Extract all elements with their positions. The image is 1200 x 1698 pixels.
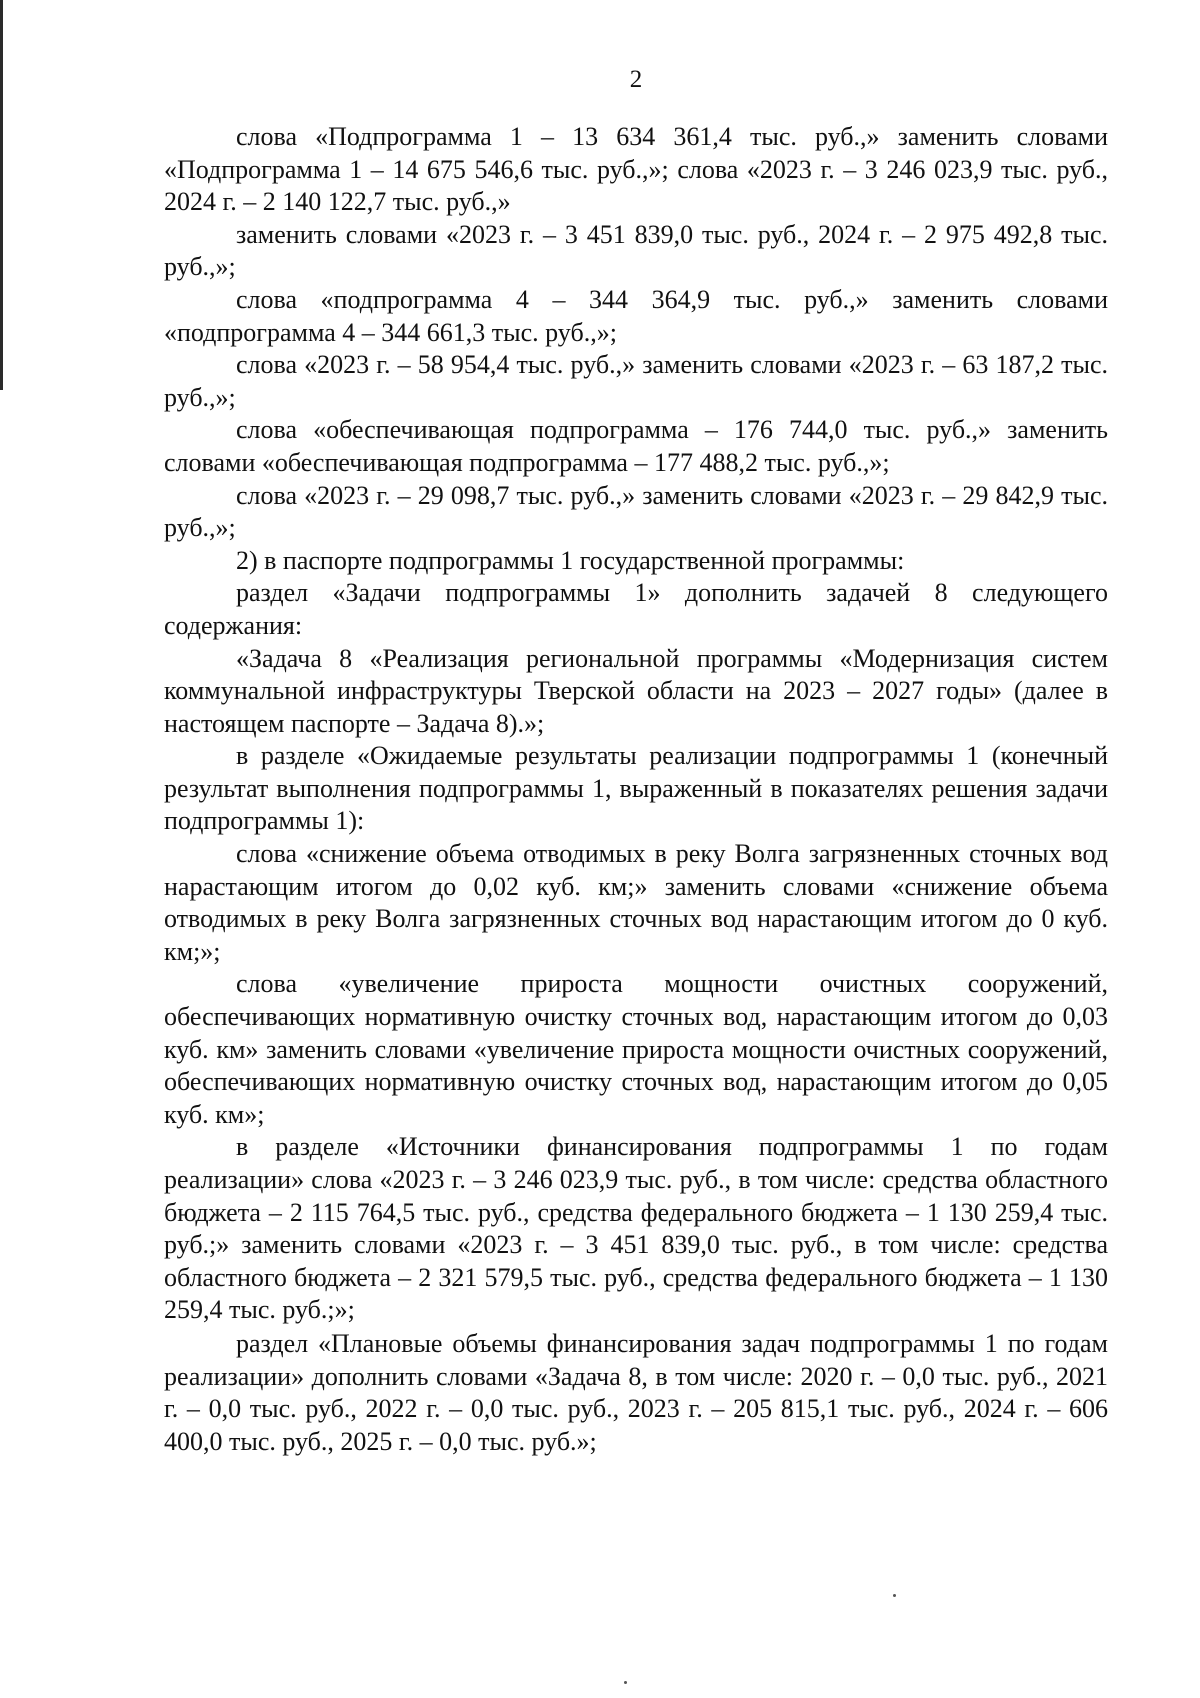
- scan-speck: [893, 1594, 896, 1597]
- paragraph-13: в разделе «Источники финансирования подпрограммы 1 по годам реализации» слова «2023 г. – 3 246 023,9 тыс. руб., в том числе: средства областного бюджета – 2 115 764,5 тыс. руб., средства федерального бюджета – 1 130 259,4 тыс. руб.;» заменить словами «2023 г. – 3 451 839,0 тыс. руб., в том числе: средства областного бюджета – 2 321 579,5 тыс. руб., средства федерального бюджета – 1 130 259,4 тыс. руб.;»;: [164, 1132, 1108, 1325]
- paragraph-5: слова «обеспечивающая подпрограмма – 176 744,0 тыс. руб.,» заменить словами «обеспечивающая подпрограмма – 177 488,2 тыс. руб.,»;: [164, 415, 1108, 477]
- page-number: 2: [629, 66, 643, 93]
- paragraph-8: раздел «Задачи подпрограммы 1» дополнить задачей 8 следующего содержания:: [164, 578, 1108, 640]
- paragraph-3: слова «подпрограмма 4 – 344 364,9 тыс. руб.,» заменить словами «подпрограмма 4 – 344 661,3 тыс. руб.,»;: [164, 284, 1108, 347]
- document-body: [164, 121, 1108, 1458]
- paragraph-11: слова «снижение объема отводимых в реку Волга загрязненных сточных вод нарастающим итогом до 0,02 куб. км;» заменить словами «снижение объема отводимых в реку Волга загрязненных сточных вод нарастающим итогом до 0 куб. км;»;: [164, 839, 1108, 966]
- paragraph-6: слова «2023 г. – 29 098,7 тыс. руб.,» заменить словами «2023 г. – 29 842,9 тыс. руб.,»;: [164, 480, 1108, 543]
- scan-speck: [624, 1681, 627, 1684]
- paragraph-2: заменить словами «2023 г. – 3 451 839,0 тыс. руб., 2024 г. – 2 975 492,8 тыс. руб.,»;: [164, 219, 1108, 282]
- paragraph-12: слова «увеличение прироста мощности очистных сооружений, обеспечивающих нормативную очистку сточных вод, нарастающим итогом до 0,03 куб. км» заменить словами «увеличение прироста мощности очистных сооружений, обеспечивающих нормативную очистку сточных вод, нарастающим итогом до 0,05 куб. км»;: [164, 969, 1108, 1129]
- paragraph-9: «Задача 8 «Реализация региональной программы «Модернизация систем коммунальной инфраструктуры Тверской области на 2023 – 2027 годы» (далее в настоящем паспорте – Задача 8).»;: [164, 643, 1108, 738]
- paragraph-4: слова «2023 г. – 58 954,4 тыс. руб.,» заменить словами «2023 г. – 63 187,2 тыс. руб.,»;: [164, 350, 1108, 412]
- scan-edge-mark: [0, 0, 3, 390]
- paragraph-10: в разделе «Ожидаемые результаты реализации подпрограммы 1 (конечный результат выполнения подпрограммы 1, выраженный в показателях решения задачи подпрограммы 1):: [164, 741, 1108, 836]
- paragraph-1: слова «Подпрограмма 1 – 13 634 361,4 тыс. руб.,» заменить словами «Подпрограмма 1 – 14 675 546,6 тыс. руб.,»; слова «2023 г. – 3 246 023,9 тыс. руб., 2024 г. – 2 140 122,7 тыс. руб.,»: [164, 122, 1108, 217]
- paragraph-7: 2) в паспорте подпрограммы 1 государственной программы:: [236, 545, 905, 575]
- paragraph-14: раздел «Плановые объемы финансирования задач подпрограммы 1 по годам реализации» дополнить словами «Задача 8, в том числе: 2020 г. – 0,0 тыс. руб., 2021 г. – 0,0 тыс. руб., 2022 г. – 0,0 тыс. руб., 2023 г. – 205 815,1 тыс. руб., 2024 г. – 606 400,0 тыс. руб., 2025 г. – 0,0 тыс. руб.»;: [164, 1328, 1108, 1456]
